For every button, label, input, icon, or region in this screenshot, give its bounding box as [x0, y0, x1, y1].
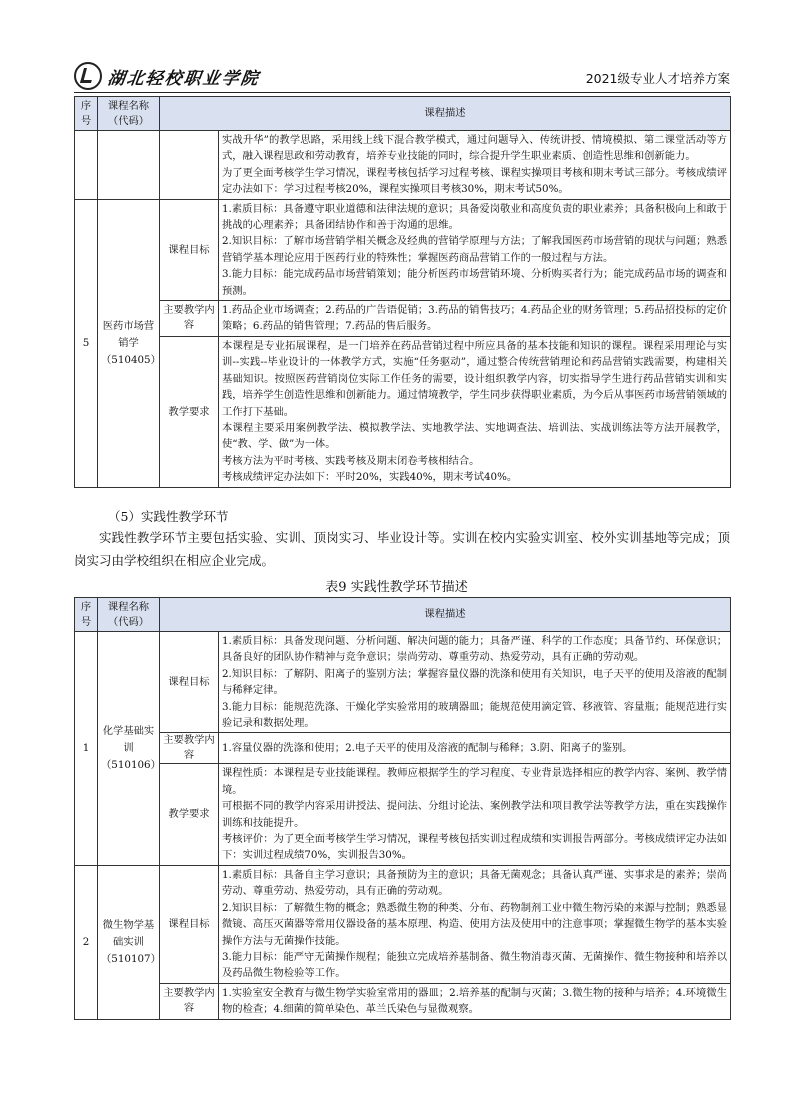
table-row [75, 865, 731, 983]
goal-label: 课程目标 [160, 199, 219, 300]
table-row [75, 336, 731, 487]
goal-text: 1.素质目标：具备自主学习意识；具备预防为主的意识；具备无菌观念；具备认真严谨、实事求是的素养；崇尚劳动、尊重劳动、热爱劳动，具有正确的劳动观。 2.知识目标：了解微生物的概念；熟悉微生物的种类、分布、药物制剂工业中微生物污染的来源与控制；熟悉显微镜、高压灭菌器等常用仪器设备的基本原理、构造、使用方法及使用中的注意事项；掌握微生物学的基本实验操作方法与无菌操作技能。 3.能力目标：能严守无菌操作规程；能独立完成培养基制备、微生物消毒灭菌、无菌操作、微生物接种和培养以及药品微生物检验等工作。 [219, 865, 731, 983]
content-text: 1.药品企业市场调查；2.药品的广告语促销；3.药品的销售技巧；4.药品企业的财务管理；5.药品招投标的定价策略；6.药品的销售管理；7.药品的售后服务。 [219, 301, 731, 337]
table-row [75, 733, 731, 764]
section-paragraph: 实践性教学环节主要包括实验、实训、顶岗实习、毕业设计等。实训在校内实验实训室、校外实训基地等完成；顶岗实习由学校组织在相应企业完成。 [74, 530, 730, 568]
req-label: 教学要求 [160, 336, 219, 487]
course-name: 化学基础实训 （510106） [98, 632, 160, 866]
req-text: 本课程是专业拓展课程，是一门培养在药品营销过程中所应具备的基本技能和知识的课程。课程采用理论与实训--实践--毕业设计的一体教学方式，实施“任务驱动”，通过整合传统营销理论和药品营销实践需要，构建相关基础知识。按照医药营销岗位实际工作任务的需要，设计组织教学内容，切实指导学生进行药品营销实训和实践，培养学生创造性思维和创新能力。通过情境教学，学生同步获得职业素质，为今后从事医药市场营销领域的工作打下基础。 本课程主要采用案例教学法、模拟教学法、实地教学法、实地调查法、培训法、实战训练法等方法开展教学，使“教、学、做”为一体。 考核方法为平时考核、实践考核及期末闭卷考核相结合。 考核成绩评定办法如下：平时20%，实践40%，期末考试40%。 [219, 336, 731, 487]
course-seq: 1 [75, 632, 98, 866]
course-name: 医药市场营销学 （510405） [98, 199, 160, 487]
course-seq: 2 [75, 865, 98, 1019]
req-label: 教学要求 [160, 764, 219, 865]
table-row [75, 983, 731, 1019]
section-title: （5）实践性教学环节 [108, 509, 229, 524]
goal-text: 1.素质目标：具备遵守职业道德和法律法规的意识；具备爱岗敬业和高度负责的职业素养；具备积极向上和敢于挑战的心理素养；具备团结协作和善于沟通的思维。 2.知识目标：了解市场营销学相关概念及经典的营销学原理与方法；了解我国医药市场营销的现状与问题；熟悉营销学基本理论应用于医药行业的特殊性；掌握医药商品营销工作的一般过程与方法。 3.能力目标：能完成药品市场营销策划；能分析医药市场营销环境、分析购买者行为；能完成药品市场的调查和预测。 [219, 199, 731, 300]
col-desc: 课程描述 [160, 598, 731, 632]
course-seq: 5 [75, 199, 98, 487]
col-seq: 序号 [75, 97, 98, 131]
table-caption: 表9 实践性教学环节描述 [325, 580, 468, 595]
content-label: 主要教学内容 [160, 983, 219, 1019]
table-row [75, 764, 731, 865]
goal-text: 1.素质目标：具备发现问题、分析问题、解决问题的能力；具备严谨、科学的工作态度；具备节约、环保意识；具备良好的团队协作精神与竞争意识；崇尚劳动、尊重劳动、热爱劳动，具有正确的劳动观。 2.知识目标：了解阴、阳离子的鉴别方法；掌握容量仪器的洗涤和使用有关知识，电子天平的使用及溶液的配制与稀释定律。 3.能力目标：能规范洗涤、干燥化学实验常用的玻璃器皿；能规范使用滴定管、移液管、容量瓶；能规范进行实验记录和数据处理。 [219, 632, 731, 733]
table-row [75, 632, 731, 733]
course-table-continued [74, 96, 731, 488]
content-label: 主要教学内容 [160, 733, 219, 764]
table-row [75, 131, 731, 200]
col-desc: 课程描述 [160, 97, 731, 131]
table-row [75, 199, 731, 300]
content-label: 主要教学内容 [160, 301, 219, 337]
table-row [75, 301, 731, 337]
page-header [74, 60, 730, 93]
table-header-row [75, 598, 731, 632]
content-text: 1.实验室安全教育与微生物学实验室常用的器皿；2.培养基的配制与灭菌；3.微生物的接种与培养；4.环境微生物的检查；4.细菌的简单染色、革兰氏染色与显微观察。 [219, 983, 731, 1019]
school-name: 湖北轻校职业学院 [106, 68, 262, 89]
col-seq: 序号 [75, 598, 98, 632]
col-name: 课程名称（代码） [98, 97, 160, 131]
course-name: 微生物学基础实训 （510107） [98, 865, 160, 1019]
school-logo [74, 62, 260, 90]
continued-text: 实战升华”的教学思路，采用线上线下混合教学模式，通过问题导入、传统讲授、情境模拟、第二课堂活动等方式，融入课程思政和劳动教育，培养专业技能的同时，综合提升学生职业素质、创造性思维和创新能力。 为了更全面考核学生学习情况，课程考核包括学习过程考核、课程实操项目考核和期末考试三部分。考核成绩评定办法如下：学习过程考核20%，课程实操项目考核30%，期末考试50%。 [219, 131, 731, 200]
content-text: 1.容量仪器的洗涤和使用；2.电子天平的使用及溶液的配制与稀释；3.阴、阳离子的鉴别。 [219, 733, 731, 764]
document-title: 2021级专业人才培养方案 [585, 71, 730, 86]
school-seal-icon [74, 62, 102, 90]
practice-table [74, 597, 731, 1020]
goal-label: 课程目标 [160, 632, 219, 733]
req-text: 课程性质：本课程是专业技能课程。教师应根据学生的学习程度、专业背景选择相应的教学内容、案例、教学情境。 可根据不同的教学内容采用讲授法、提问法、分组讨论法、案例教学法和项目教学法等教学方法，重在实践操作训练和技能提升。 考核评价：为了更全面考核学生学习情况，课程考核包括实训过程成绩和实训报告两部分。考核成绩评定办法如下：实训过程成绩70%，实训报告30%。 [219, 764, 731, 865]
goal-label: 课程目标 [160, 865, 219, 983]
table-header-row [75, 97, 731, 131]
col-name: 课程名称（代码） [98, 598, 160, 632]
